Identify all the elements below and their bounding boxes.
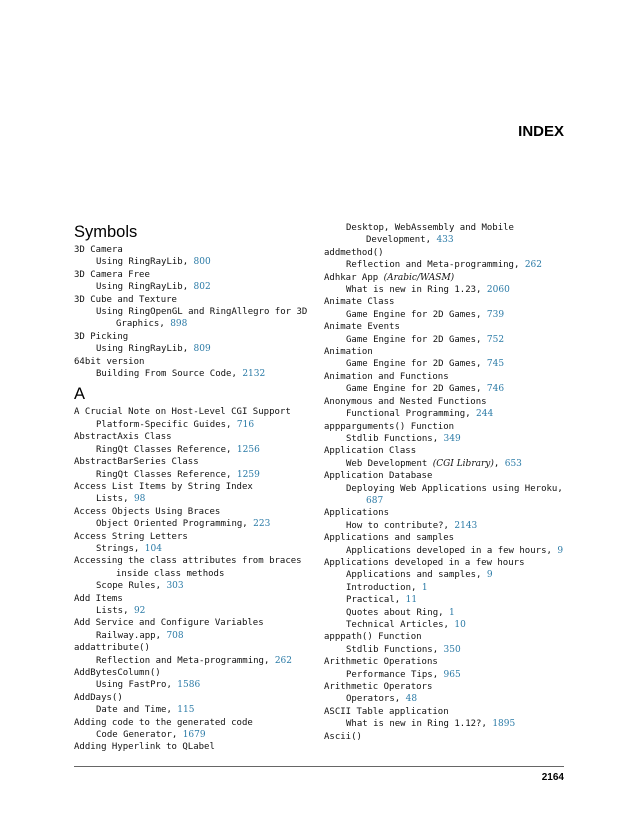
term-text: addmethod() xyxy=(324,247,384,258)
index-reference xyxy=(324,358,566,370)
reference-topic: Lists, xyxy=(96,494,134,505)
term-text: 3D Camera Free xyxy=(74,269,150,280)
reference-topic: RingQt Classes Reference, xyxy=(96,444,237,455)
index-reference xyxy=(74,605,312,617)
term-text: Applications and samples xyxy=(324,533,455,544)
page-reference: 800 xyxy=(193,257,211,268)
index-reference xyxy=(324,545,566,557)
index-term xyxy=(74,531,312,543)
index-reference xyxy=(324,433,566,445)
index-reference xyxy=(74,704,312,716)
index-entry xyxy=(324,532,566,557)
reference-topic: Reflection and Meta-programming, xyxy=(96,655,275,666)
reference-qualifier: (CGI Library) xyxy=(432,458,494,469)
page-reference: 1586 xyxy=(177,680,201,691)
page-reference: 2060 xyxy=(486,285,510,296)
term-text: Animate Events xyxy=(324,322,400,333)
reference-topic: Functional Programming, xyxy=(346,409,477,420)
page-reference: 244 xyxy=(476,409,494,420)
reference-topic: Game Engine for 2D Games, xyxy=(346,359,487,370)
term-text: 3D Camera xyxy=(74,245,123,255)
index-term xyxy=(324,321,566,333)
index-reference xyxy=(324,458,566,470)
term-qualifier: (Arabic/WASM) xyxy=(383,272,455,283)
index-entry xyxy=(324,247,566,272)
index-reference xyxy=(74,368,312,380)
index-term xyxy=(74,555,312,567)
index-column-right xyxy=(324,222,566,743)
reference-topic: Desktop, WebAssembly and Mobile Development, xyxy=(346,223,514,246)
reference-topic: Stdlib Functions, xyxy=(346,644,444,655)
index-reference xyxy=(324,284,566,296)
page-reference: 262 xyxy=(274,655,292,666)
reference-topic: How to contribute?, xyxy=(346,520,455,531)
index-reference xyxy=(324,483,566,508)
term-text: ASCII Table application xyxy=(324,706,449,717)
page-reference: 898 xyxy=(170,319,188,330)
index-entry xyxy=(74,356,312,381)
page-reference: 104 xyxy=(144,543,162,554)
page-reference: 752 xyxy=(486,334,505,345)
reference-topic: Game Engine for 2D Games, xyxy=(346,309,487,320)
index-term xyxy=(324,371,566,383)
reference-topic: Using RingOpenGL and RingAllegro for 3D Graphics, xyxy=(96,307,308,330)
index-term xyxy=(74,617,312,629)
index-term xyxy=(74,593,312,605)
term-text: 3D Cube and Texture xyxy=(74,294,177,305)
reference-separator: , xyxy=(493,458,505,469)
page-reference: 1679 xyxy=(182,730,206,741)
index-term xyxy=(74,456,312,468)
term-text: Applications developed in a few hours xyxy=(324,557,525,568)
index-term xyxy=(324,470,566,482)
page-reference: 350 xyxy=(443,644,461,655)
index-entry xyxy=(74,642,312,667)
reference-topic: Lists, xyxy=(96,605,134,616)
reference-topic: Stdlib Functions, xyxy=(346,433,444,444)
index-term xyxy=(324,731,566,743)
index-entry xyxy=(74,667,312,692)
page-number: 2164 xyxy=(541,772,564,783)
index-term xyxy=(74,741,312,753)
reference-topic: Game Engine for 2D Games, xyxy=(346,384,487,395)
reference-topic: Applications and samples, xyxy=(346,570,487,581)
page-reference: 2132 xyxy=(242,369,266,380)
index-entry xyxy=(74,692,312,717)
reference-topic: Practical, xyxy=(346,595,406,606)
index-entry xyxy=(74,481,312,506)
reference-topic: Web Development xyxy=(346,458,433,469)
page-reference: 1256 xyxy=(236,444,260,455)
term-text: Add Service and Configure Variables xyxy=(74,618,264,629)
term-text: A Crucial Note on Host-Level CGI Support xyxy=(74,407,291,418)
page-reference: 433 xyxy=(436,235,454,246)
term-text: Access Objects Using Braces xyxy=(74,506,221,517)
index-reference xyxy=(324,607,566,619)
page-reference: 2143 xyxy=(454,520,478,531)
index-entry xyxy=(324,396,566,421)
index-reference xyxy=(74,493,312,505)
reference-topic: Quotes about Ring, xyxy=(346,607,449,618)
index-reference xyxy=(324,309,566,321)
reference-topic: Using RingRayLib, xyxy=(96,344,194,355)
index-reference xyxy=(74,729,312,741)
term-text: AddBytesColumn() xyxy=(74,668,161,678)
index-entry xyxy=(324,731,566,743)
page-reference: 809 xyxy=(193,344,211,355)
index-reference xyxy=(324,334,566,346)
index-reference xyxy=(74,543,312,555)
index-entry xyxy=(324,681,566,706)
reference-topic: Deploying Web Applications using Heroku, xyxy=(346,483,563,494)
page-reference: 1 xyxy=(448,607,455,618)
reference-topic: Railway.app, xyxy=(96,630,167,641)
section-heading: A xyxy=(74,385,86,404)
index-entry xyxy=(74,741,312,753)
index-term xyxy=(324,421,566,433)
term-text: 64bit version xyxy=(74,356,145,367)
term-text: Animation and Functions xyxy=(324,371,449,382)
reference-topic: Using RingRayLib, xyxy=(96,282,194,293)
section-heading: Symbols xyxy=(74,223,138,241)
index-reference xyxy=(324,408,566,420)
term-text: Access String Letters xyxy=(74,531,188,542)
index-entry xyxy=(74,717,312,742)
reference-topic: Applications developed in a few hours, xyxy=(346,545,558,556)
index-term xyxy=(324,507,566,519)
index-reference xyxy=(324,594,566,606)
index-term xyxy=(74,642,312,654)
reference-topic: Strings, xyxy=(96,543,145,554)
index-term xyxy=(324,445,566,457)
index-reference xyxy=(324,669,566,681)
term-text: Arithmetic Operations xyxy=(324,657,438,668)
reference-topic: Building From Source Code, xyxy=(96,369,243,380)
index-term xyxy=(74,692,312,704)
index-entry xyxy=(74,406,312,431)
index-reference xyxy=(324,644,566,656)
index-section xyxy=(74,222,312,380)
reference-topic: Operators, xyxy=(346,694,406,705)
index-reference xyxy=(74,679,312,691)
term-text: Adding code to the generated code xyxy=(74,717,253,728)
page-reference: 745 xyxy=(486,359,505,370)
reference-topic: Code Generator, xyxy=(96,730,183,741)
index-reference xyxy=(324,569,566,581)
term-text: Ascii() xyxy=(324,731,362,742)
index-entry xyxy=(74,294,312,331)
page-reference: 1 xyxy=(421,582,428,593)
page-reference: 11 xyxy=(405,595,418,606)
term-text: 3D Picking xyxy=(74,331,129,342)
index-entry xyxy=(324,321,566,346)
index-term xyxy=(74,506,312,518)
page-reference: 1895 xyxy=(492,719,516,730)
page-reference: 98 xyxy=(133,494,146,505)
term-text: Adding Hyperlink to QLabel xyxy=(74,742,215,753)
term-text: Anonymous and Nested Functions xyxy=(324,396,487,407)
reference-topic: Date and Time, xyxy=(96,705,178,716)
index-entry xyxy=(324,272,566,297)
reference-topic: What is new in Ring 1.23, xyxy=(346,285,487,296)
reference-topic: Using RingRayLib, xyxy=(96,257,194,268)
index-term xyxy=(324,631,566,643)
index-reference xyxy=(74,306,312,331)
index-entry xyxy=(74,506,312,531)
index-term-continued: inside class methods xyxy=(116,568,225,579)
index-term xyxy=(74,667,312,679)
reference-topic: Scope Rules, xyxy=(96,581,167,592)
page-reference: 303 xyxy=(166,581,184,592)
index-term xyxy=(324,396,566,408)
index-entry xyxy=(324,557,566,631)
index-reference xyxy=(74,580,312,592)
page-reference: 10 xyxy=(454,620,466,630)
index-entry xyxy=(324,445,566,470)
index-term xyxy=(74,356,312,368)
term-text: AbstractBarSeries Class xyxy=(74,457,199,468)
index-term xyxy=(74,431,312,443)
page-reference: 48 xyxy=(405,694,418,705)
index-term xyxy=(74,294,312,306)
page-reference: 653 xyxy=(504,458,522,469)
index-term xyxy=(74,717,312,729)
index-term xyxy=(74,481,312,493)
index-entry xyxy=(74,431,312,456)
index-term xyxy=(324,272,566,284)
index-entry xyxy=(74,331,312,356)
term-text: Arithmetic Operators xyxy=(324,682,433,693)
term-text: Accessing the class attributes from braces xyxy=(74,556,302,567)
reference-topic: Technical Articles, xyxy=(346,620,455,630)
page-reference: 739 xyxy=(486,309,505,320)
index-reference xyxy=(74,256,312,268)
term-text: Application Database xyxy=(324,471,433,482)
index-reference xyxy=(74,281,312,293)
index-reference xyxy=(74,469,312,481)
page-reference: 1259 xyxy=(236,469,260,480)
index-entry xyxy=(74,617,312,642)
page-reference: 802 xyxy=(193,282,211,293)
index-reference xyxy=(324,383,566,395)
index-entry xyxy=(74,456,312,481)
term-text: AbstractAxis Class xyxy=(74,432,172,443)
page-reference: 746 xyxy=(486,384,505,395)
index-reference xyxy=(324,693,566,705)
page-reference: 687 xyxy=(366,495,384,506)
reference-topic: Using FastPro, xyxy=(96,680,178,691)
reference-topic: Platform-Specific Guides, xyxy=(96,419,237,430)
page-reference: 708 xyxy=(166,630,184,641)
index-term xyxy=(74,269,312,281)
index-term xyxy=(74,244,312,256)
index-entry xyxy=(324,631,566,656)
term-text: Access List Items by String Index xyxy=(74,481,253,492)
footer-divider xyxy=(74,766,564,767)
page-reference: 9 xyxy=(557,545,564,556)
index-term xyxy=(324,532,566,544)
term-text: addattribute() xyxy=(74,643,150,654)
page-reference: 716 xyxy=(236,419,255,430)
index-reference xyxy=(324,619,566,631)
index-reference xyxy=(74,518,312,530)
term-text: Applications xyxy=(324,508,390,519)
index-term xyxy=(74,331,312,343)
index-reference xyxy=(324,520,566,532)
index-entry xyxy=(74,244,312,269)
index-entry xyxy=(324,421,566,446)
index-term xyxy=(324,557,566,569)
index-term xyxy=(324,346,566,358)
index-section xyxy=(74,384,312,753)
index-reference xyxy=(324,222,566,247)
index-reference xyxy=(74,655,312,667)
index-term xyxy=(324,296,566,308)
reference-topic: Reflection and Meta-programming, xyxy=(346,260,525,271)
index-entry xyxy=(74,269,312,294)
reference-topic: RingQt Classes Reference, xyxy=(96,469,237,480)
page-reference: 965 xyxy=(443,669,461,680)
index-column-left xyxy=(74,222,312,754)
page-reference: 349 xyxy=(443,433,461,444)
page-title: INDEX xyxy=(518,123,564,140)
index-reference xyxy=(324,259,566,271)
term-text: Adhkar App xyxy=(324,272,384,283)
page-reference: 115 xyxy=(177,705,195,716)
index-reference xyxy=(74,419,312,431)
page-reference: 223 xyxy=(253,519,271,530)
index-reference xyxy=(324,582,566,594)
index-entry xyxy=(74,555,312,592)
index-entry xyxy=(324,346,566,371)
index-term xyxy=(324,247,566,259)
index-reference xyxy=(74,444,312,456)
index-entry xyxy=(324,706,566,731)
index-reference xyxy=(324,718,566,730)
reference-topic: Introduction, xyxy=(346,582,422,593)
term-text: Animation xyxy=(324,347,373,358)
term-text: apppath() Function xyxy=(324,632,422,643)
index-entry xyxy=(74,531,312,556)
term-text: Application Class xyxy=(324,446,417,457)
index-entry xyxy=(324,507,566,532)
index-term xyxy=(324,681,566,693)
index-entry xyxy=(324,371,566,396)
reference-topic: What is new in Ring 1.12?, xyxy=(346,719,493,730)
page-reference: 92 xyxy=(133,605,146,616)
index-reference xyxy=(74,630,312,642)
page-reference: 262 xyxy=(524,260,542,271)
index-term xyxy=(324,656,566,668)
index-term xyxy=(74,406,312,418)
page-reference: 9 xyxy=(486,570,493,581)
term-text: Animate Class xyxy=(324,297,395,308)
reference-topic: Performance Tips, xyxy=(346,669,444,680)
index-entry xyxy=(324,470,566,507)
index-reference xyxy=(74,343,312,355)
term-text: appparguments() Function xyxy=(324,421,455,432)
index-term xyxy=(324,706,566,718)
index-entry xyxy=(324,656,566,681)
term-text: Add Items xyxy=(74,593,123,604)
index-entry xyxy=(324,296,566,321)
reference-topic: Game Engine for 2D Games, xyxy=(346,334,487,345)
reference-topic: Object Oriented Programming, xyxy=(96,519,254,530)
index-entry xyxy=(74,593,312,618)
term-text: AddDays() xyxy=(74,692,123,703)
